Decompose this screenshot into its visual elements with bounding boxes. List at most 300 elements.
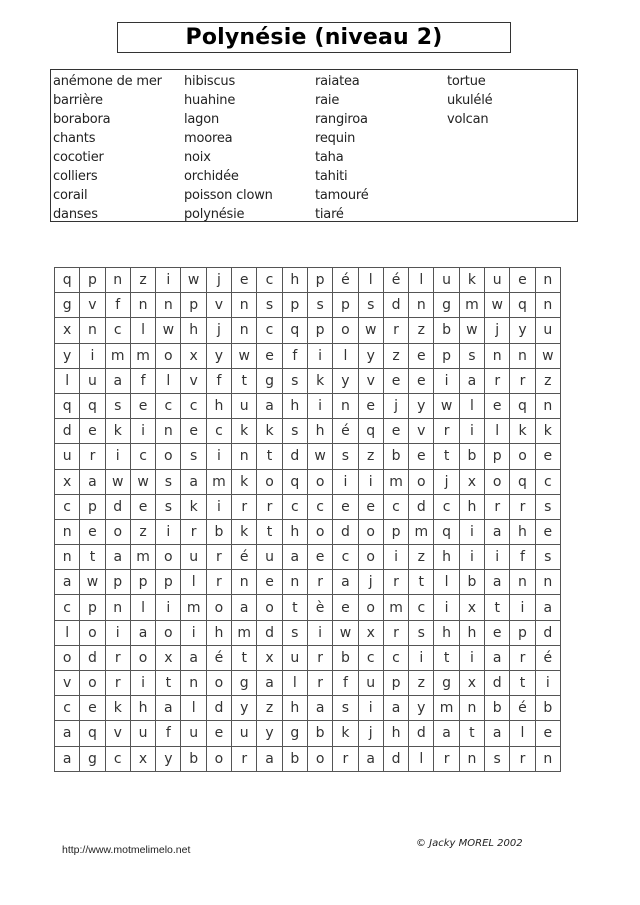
grid-cell[interactable]: i [307,620,332,645]
grid-cell[interactable]: é [333,419,358,444]
grid-cell[interactable]: i [156,519,181,544]
grid-cell[interactable]: s [358,293,383,318]
grid-cell[interactable]: x [55,469,80,494]
grid-cell[interactable]: a [307,696,332,721]
grid-cell[interactable]: c [307,494,332,519]
grid-cell[interactable]: p [307,318,332,343]
grid-cell[interactable]: x [55,318,80,343]
grid-cell[interactable]: o [307,469,332,494]
grid-cell[interactable]: h [206,393,231,418]
grid-cell[interactable]: é [232,545,257,570]
grid-cell[interactable]: c [55,595,80,620]
grid-cell[interactable]: c [105,746,130,771]
grid-cell[interactable]: n [156,293,181,318]
grid-cell[interactable]: u [232,393,257,418]
grid-cell[interactable]: f [130,368,155,393]
grid-cell[interactable]: n [130,293,155,318]
grid-cell[interactable]: s [156,469,181,494]
grid-cell[interactable]: w [333,620,358,645]
grid-cell[interactable]: b [206,519,231,544]
grid-cell[interactable]: h [282,268,307,293]
grid-cell[interactable]: s [105,393,130,418]
grid-cell[interactable]: i [130,671,155,696]
grid-cell[interactable]: d [535,620,560,645]
grid-cell[interactable]: h [130,696,155,721]
grid-cell[interactable]: h [510,519,535,544]
grid-cell[interactable]: a [80,469,105,494]
grid-cell[interactable]: w [358,318,383,343]
grid-cell[interactable]: n [535,393,560,418]
grid-cell[interactable]: s [535,545,560,570]
grid-cell[interactable]: q [510,469,535,494]
grid-cell[interactable]: r [333,746,358,771]
grid-cell[interactable]: i [130,419,155,444]
grid-cell[interactable]: y [206,343,231,368]
grid-cell[interactable]: n [485,343,510,368]
grid-cell[interactable]: h [307,419,332,444]
grid-cell[interactable]: m [434,696,459,721]
grid-cell[interactable]: i [105,444,130,469]
grid-cell[interactable]: n [232,293,257,318]
grid-cell[interactable]: e [257,343,282,368]
grid-cell[interactable]: w [485,293,510,318]
grid-cell[interactable]: e [535,444,560,469]
grid-cell[interactable]: i [307,393,332,418]
grid-cell[interactable]: w [105,469,130,494]
grid-cell[interactable]: g [55,293,80,318]
grid-cell[interactable]: n [282,570,307,595]
grid-cell[interactable]: x [459,469,484,494]
grid-cell[interactable]: h [181,318,206,343]
grid-cell[interactable]: t [232,368,257,393]
grid-cell[interactable]: p [80,268,105,293]
grid-cell[interactable]: y [156,746,181,771]
grid-cell[interactable]: a [459,368,484,393]
grid-cell[interactable]: i [206,494,231,519]
grid-cell[interactable]: q [282,318,307,343]
grid-cell[interactable]: r [206,545,231,570]
grid-cell[interactable]: q [55,268,80,293]
grid-cell[interactable]: k [257,419,282,444]
grid-cell[interactable]: o [485,469,510,494]
grid-cell[interactable]: è [307,595,332,620]
grid-cell[interactable]: o [206,746,231,771]
grid-cell[interactable]: é [510,696,535,721]
grid-cell[interactable]: t [80,545,105,570]
grid-cell[interactable]: x [257,645,282,670]
grid-cell[interactable]: j [206,318,231,343]
grid-cell[interactable]: d [409,721,434,746]
grid-cell[interactable]: m [383,469,408,494]
grid-cell[interactable]: a [257,393,282,418]
grid-cell[interactable]: u [130,721,155,746]
grid-cell[interactable]: v [80,293,105,318]
grid-cell[interactable]: s [459,343,484,368]
grid-cell[interactable]: l [282,671,307,696]
grid-cell[interactable]: m [130,343,155,368]
grid-cell[interactable]: d [55,419,80,444]
grid-cell[interactable]: e [80,696,105,721]
grid-cell[interactable]: e [409,343,434,368]
grid-cell[interactable]: y [510,318,535,343]
grid-cell[interactable]: a [485,645,510,670]
grid-cell[interactable]: f [156,721,181,746]
grid-cell[interactable]: u [434,268,459,293]
grid-cell[interactable]: r [434,746,459,771]
grid-cell[interactable]: w [80,570,105,595]
grid-cell[interactable]: k [510,419,535,444]
grid-cell[interactable]: y [409,696,434,721]
grid-cell[interactable]: e [535,721,560,746]
grid-cell[interactable]: s [333,696,358,721]
grid-cell[interactable]: w [181,268,206,293]
grid-cell[interactable]: n [459,696,484,721]
grid-cell[interactable]: c [383,494,408,519]
grid-cell[interactable]: o [130,645,155,670]
grid-cell[interactable]: e [257,570,282,595]
grid-cell[interactable]: j [383,393,408,418]
grid-cell[interactable]: a [55,721,80,746]
grid-cell[interactable]: z [257,696,282,721]
grid-cell[interactable]: i [510,595,535,620]
grid-cell[interactable]: a [181,469,206,494]
grid-cell[interactable]: k [232,519,257,544]
grid-cell[interactable]: e [232,268,257,293]
grid-cell[interactable]: s [156,494,181,519]
grid-cell[interactable]: a [383,696,408,721]
grid-cell[interactable]: i [156,595,181,620]
grid-cell[interactable]: q [434,519,459,544]
grid-cell[interactable]: v [55,671,80,696]
grid-cell[interactable]: e [510,268,535,293]
grid-cell[interactable]: q [282,469,307,494]
grid-cell[interactable]: p [80,595,105,620]
grid-cell[interactable]: w [434,393,459,418]
grid-cell[interactable]: l [510,721,535,746]
grid-cell[interactable]: r [510,746,535,771]
grid-cell[interactable]: k [333,721,358,746]
grid-cell[interactable]: n [55,519,80,544]
grid-cell[interactable]: o [358,519,383,544]
grid-cell[interactable]: a [130,620,155,645]
grid-cell[interactable]: b [535,696,560,721]
grid-cell[interactable]: w [130,469,155,494]
grid-cell[interactable]: o [333,318,358,343]
grid-cell[interactable]: c [282,494,307,519]
grid-cell[interactable]: u [232,721,257,746]
grid-cell[interactable]: b [282,746,307,771]
grid-cell[interactable]: a [485,519,510,544]
grid-cell[interactable]: x [156,645,181,670]
grid-cell[interactable]: b [383,444,408,469]
grid-cell[interactable]: m [130,545,155,570]
grid-cell[interactable]: r [181,519,206,544]
grid-cell[interactable]: o [307,519,332,544]
grid-cell[interactable]: b [459,444,484,469]
grid-cell[interactable]: l [409,268,434,293]
grid-cell[interactable]: f [333,671,358,696]
grid-cell[interactable]: m [105,343,130,368]
grid-cell[interactable]: n [105,595,130,620]
grid-cell[interactable]: a [535,595,560,620]
grid-cell[interactable]: l [130,318,155,343]
grid-cell[interactable]: m [232,620,257,645]
grid-cell[interactable]: p [510,620,535,645]
grid-cell[interactable]: a [257,746,282,771]
grid-cell[interactable]: l [55,368,80,393]
grid-cell[interactable]: l [459,393,484,418]
grid-cell[interactable]: c [409,595,434,620]
grid-cell[interactable]: p [485,444,510,469]
grid-cell[interactable]: e [383,368,408,393]
grid-cell[interactable]: q [510,293,535,318]
grid-cell[interactable]: z [383,343,408,368]
grid-cell[interactable]: x [358,620,383,645]
grid-cell[interactable]: o [80,620,105,645]
grid-cell[interactable]: l [156,368,181,393]
grid-cell[interactable]: e [485,393,510,418]
grid-cell[interactable]: o [257,469,282,494]
grid-cell[interactable]: o [156,343,181,368]
grid-cell[interactable]: u [80,368,105,393]
grid-cell[interactable]: c [156,393,181,418]
grid-cell[interactable]: z [535,368,560,393]
grid-cell[interactable]: t [257,444,282,469]
grid-cell[interactable]: a [55,570,80,595]
grid-cell[interactable]: c [181,393,206,418]
grid-cell[interactable]: v [181,368,206,393]
grid-cell[interactable]: q [80,393,105,418]
grid-cell[interactable]: u [257,545,282,570]
grid-cell[interactable]: d [409,494,434,519]
grid-cell[interactable]: l [55,620,80,645]
grid-cell[interactable]: r [485,494,510,519]
grid-cell[interactable]: i [459,645,484,670]
grid-cell[interactable]: p [80,494,105,519]
grid-cell[interactable]: v [105,721,130,746]
grid-cell[interactable]: e [130,393,155,418]
grid-cell[interactable]: h [383,721,408,746]
grid-cell[interactable]: s [333,444,358,469]
grid-cell[interactable]: r [383,570,408,595]
grid-cell[interactable]: r [307,671,332,696]
grid-cell[interactable]: v [206,293,231,318]
grid-cell[interactable]: p [181,293,206,318]
grid-cell[interactable]: e [80,419,105,444]
grid-cell[interactable]: b [459,570,484,595]
grid-cell[interactable]: o [409,469,434,494]
grid-cell[interactable]: c [55,494,80,519]
grid-cell[interactable]: l [409,746,434,771]
grid-cell[interactable]: r [257,494,282,519]
grid-cell[interactable]: a [181,645,206,670]
grid-cell[interactable]: t [156,671,181,696]
grid-cell[interactable]: l [358,268,383,293]
grid-cell[interactable]: h [282,393,307,418]
grid-cell[interactable]: z [130,519,155,544]
grid-cell[interactable]: d [80,645,105,670]
grid-cell[interactable]: j [358,721,383,746]
grid-cell[interactable]: w [459,318,484,343]
grid-cell[interactable]: t [459,721,484,746]
grid-cell[interactable]: s [282,620,307,645]
grid-cell[interactable]: y [257,721,282,746]
grid-cell[interactable]: k [232,419,257,444]
grid-cell[interactable]: i [156,268,181,293]
grid-cell[interactable]: a [485,570,510,595]
grid-cell[interactable]: w [156,318,181,343]
grid-cell[interactable]: s [307,293,332,318]
grid-cell[interactable]: c [333,545,358,570]
grid-cell[interactable]: r [232,494,257,519]
grid-cell[interactable]: d [105,494,130,519]
grid-cell[interactable]: u [55,444,80,469]
grid-cell[interactable]: l [434,570,459,595]
grid-cell[interactable]: o [358,545,383,570]
grid-cell[interactable]: o [156,545,181,570]
grid-cell[interactable]: i [105,620,130,645]
grid-cell[interactable]: m [409,519,434,544]
grid-cell[interactable]: p [282,293,307,318]
grid-cell[interactable]: k [535,419,560,444]
grid-cell[interactable]: e [333,494,358,519]
grid-cell[interactable]: d [383,293,408,318]
grid-cell[interactable]: t [485,595,510,620]
grid-cell[interactable]: z [409,318,434,343]
grid-cell[interactable]: l [130,595,155,620]
grid-cell[interactable]: w [535,343,560,368]
grid-cell[interactable]: c [434,494,459,519]
grid-cell[interactable]: d [206,696,231,721]
grid-cell[interactable]: c [257,268,282,293]
grid-cell[interactable]: j [485,318,510,343]
grid-cell[interactable]: e [333,595,358,620]
grid-cell[interactable]: q [510,393,535,418]
grid-cell[interactable]: o [358,595,383,620]
grid-cell[interactable]: g [434,671,459,696]
grid-cell[interactable]: f [105,293,130,318]
grid-cell[interactable]: j [434,469,459,494]
grid-cell[interactable]: z [358,444,383,469]
grid-cell[interactable]: p [434,343,459,368]
grid-cell[interactable]: o [206,671,231,696]
grid-cell[interactable]: f [206,368,231,393]
grid-cell[interactable]: s [282,419,307,444]
grid-cell[interactable]: o [206,595,231,620]
grid-cell[interactable]: h [459,494,484,519]
grid-cell[interactable]: e [535,519,560,544]
grid-cell[interactable]: y [232,696,257,721]
grid-cell[interactable]: t [510,671,535,696]
grid-cell[interactable]: a [485,721,510,746]
grid-cell[interactable]: e [485,620,510,645]
grid-cell[interactable]: f [510,545,535,570]
grid-cell[interactable]: i [358,696,383,721]
grid-cell[interactable]: é [333,268,358,293]
grid-cell[interactable]: q [358,419,383,444]
grid-cell[interactable]: r [485,368,510,393]
grid-cell[interactable]: n [459,746,484,771]
grid-cell[interactable]: c [257,318,282,343]
grid-cell[interactable]: r [510,494,535,519]
grid-cell[interactable]: w [307,444,332,469]
grid-cell[interactable]: z [409,545,434,570]
grid-cell[interactable]: r [307,645,332,670]
grid-cell[interactable]: u [181,721,206,746]
grid-cell[interactable]: p [383,519,408,544]
grid-cell[interactable]: i [459,545,484,570]
grid-cell[interactable]: o [257,595,282,620]
grid-cell[interactable]: a [282,545,307,570]
grid-cell[interactable]: b [307,721,332,746]
grid-cell[interactable]: r [232,746,257,771]
grid-cell[interactable]: t [434,444,459,469]
grid-cell[interactable]: s [282,368,307,393]
grid-cell[interactable]: t [282,595,307,620]
grid-cell[interactable]: e [409,368,434,393]
grid-cell[interactable]: x [181,343,206,368]
grid-cell[interactable]: n [232,444,257,469]
grid-cell[interactable]: n [535,746,560,771]
grid-cell[interactable]: b [333,645,358,670]
grid-cell[interactable]: y [409,393,434,418]
grid-cell[interactable]: p [307,268,332,293]
grid-cell[interactable]: d [257,620,282,645]
grid-cell[interactable]: o [307,746,332,771]
grid-cell[interactable]: h [434,620,459,645]
grid-cell[interactable]: r [510,645,535,670]
grid-cell[interactable]: k [105,419,130,444]
grid-cell[interactable]: r [434,419,459,444]
grid-cell[interactable]: d [282,444,307,469]
grid-cell[interactable]: j [358,570,383,595]
grid-cell[interactable]: l [181,570,206,595]
grid-cell[interactable]: é [383,268,408,293]
grid-cell[interactable]: a [55,746,80,771]
grid-cell[interactable]: o [156,620,181,645]
grid-cell[interactable]: i [206,444,231,469]
grid-cell[interactable]: q [55,393,80,418]
grid-cell[interactable]: e [358,393,383,418]
grid-cell[interactable]: n [232,570,257,595]
grid-cell[interactable]: i [181,620,206,645]
grid-cell[interactable]: x [459,671,484,696]
grid-cell[interactable]: m [206,469,231,494]
grid-cell[interactable]: u [535,318,560,343]
grid-cell[interactable]: r [206,570,231,595]
grid-cell[interactable]: c [105,318,130,343]
grid-cell[interactable]: n [333,393,358,418]
grid-cell[interactable]: r [80,444,105,469]
grid-cell[interactable]: w [232,343,257,368]
grid-cell[interactable]: n [105,268,130,293]
grid-cell[interactable]: u [358,671,383,696]
grid-cell[interactable]: p [383,671,408,696]
grid-cell[interactable]: k [459,268,484,293]
grid-cell[interactable]: u [282,645,307,670]
grid-cell[interactable]: h [206,620,231,645]
footer-url[interactable]: http://www.motmelimelo.net [62,844,191,856]
grid-cell[interactable]: d [333,519,358,544]
grid-cell[interactable]: d [383,746,408,771]
grid-cell[interactable]: n [80,318,105,343]
grid-cell[interactable]: a [434,721,459,746]
grid-cell[interactable]: i [358,469,383,494]
grid-cell[interactable]: r [383,318,408,343]
grid-cell[interactable]: n [510,570,535,595]
grid-cell[interactable]: n [156,419,181,444]
grid-cell[interactable]: z [409,671,434,696]
